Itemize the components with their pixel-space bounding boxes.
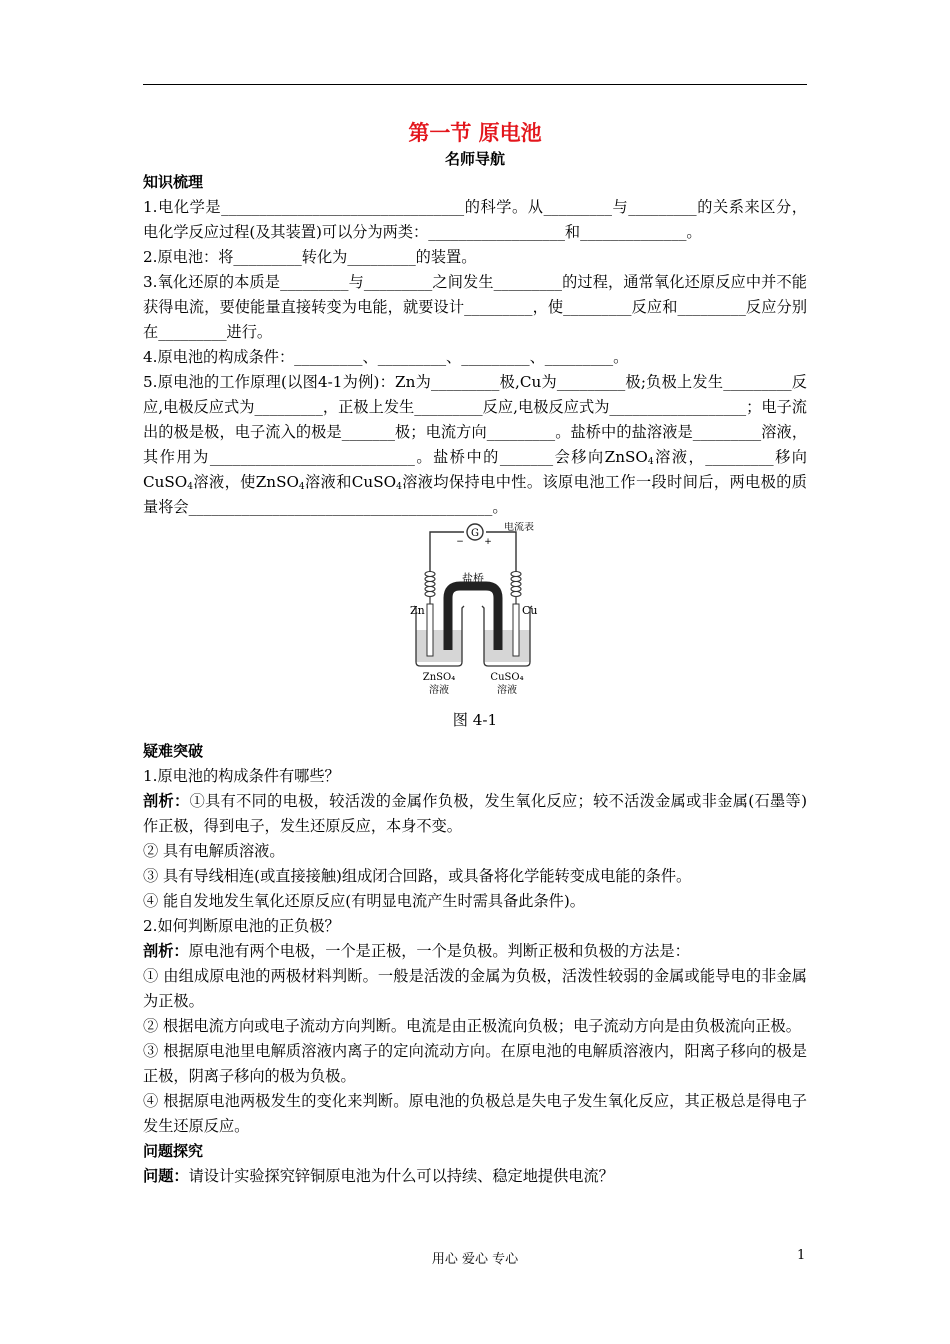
knowledge-item-3: 3.氧化还原的本质是_________与_________之间发生_________的过程，通常氧化还原反应中并不能获得电流，要使能量直接转变为电能，就要设计_________，使_________反应和_________反应分别在_________进行。: [143, 273, 807, 341]
page-number: 1: [797, 1248, 806, 1263]
analysis-2-point-4: ④ 根据原电池两极发生的变化来判断。原电池的负极总是失电子发生氧化反应，其正极总是得电子发生还原反应。: [143, 1092, 807, 1135]
analysis-2: [143, 939, 807, 964]
analysis-2-text: 原电池有两个电极，一个是正极，一个是负极。判断正极和负极的方法是：: [188, 942, 690, 960]
right-solution-label: CuSO₄: [490, 672, 524, 683]
footer-motto: 用心 爱心 专心: [431, 1252, 519, 1267]
galvanometer-letter: G: [471, 528, 479, 539]
right-solution-label-2: 溶液: [497, 685, 517, 696]
right-coil: [511, 572, 521, 597]
left-solution-label: ZnSO₄: [422, 672, 456, 683]
subscript: 4: [647, 457, 654, 467]
analysis-1-point-3: ③ 具有导线相连(或直接接触)组成闭合回路，或具备将化学能转变成电能的条件。: [143, 867, 692, 885]
subscript: 4: [187, 482, 193, 492]
inquiry-question-text: 请设计实验探究锌铜原电池为什么可以持续、稳定地提供电流？: [188, 1167, 614, 1185]
subscript: 4: [396, 482, 402, 492]
question-2: 2.如何判断原电池的正负极？: [143, 917, 340, 935]
item5-part-e: 溶液均保持电中性。该原电池工作一段时间后，两电极的质量将会________________________________________。: [143, 473, 807, 516]
knowledge-item-1: 1.电化学是________________________________的科学。从_________与_________的关系来区分，电化学反应过程(及其装置)可以分为两类：__________________和______________。: [143, 198, 807, 241]
analysis-2-point-2: ② 根据电流方向或电子流动方向判断。电流是由正极流向负极；电子流动方向是由负极流向正极。: [143, 1017, 801, 1035]
meter-minus: −: [456, 537, 464, 547]
subscript: 4: [298, 482, 305, 492]
galvanic-cell-figure: [143, 522, 807, 702]
knowledge-item-5: [143, 370, 807, 520]
analysis-1: [143, 789, 807, 839]
analysis-label: 剖析：: [143, 792, 190, 810]
knowledge-item-2: 2.原电池：将_________转化为_________的装置。: [143, 248, 477, 266]
galvanic-cell-diagram: [408, 522, 542, 700]
item5-part-c: 溶液，使ZnSO: [193, 473, 299, 491]
section-heading-difficulties: 疑难突破: [143, 742, 204, 760]
left-solution-label-2: 溶液: [429, 685, 449, 696]
left-coil: [425, 572, 435, 597]
meter-label: 电流表: [504, 522, 534, 533]
section-heading-knowledge: 知识梳理: [143, 173, 204, 191]
inquiry-question: [143, 1164, 807, 1189]
meter-plus: +: [484, 537, 492, 547]
salt-bridge-label: 盐桥: [462, 572, 484, 585]
zn-electrode: [427, 604, 433, 656]
analysis-1-point-2: ② 具有电解质溶液。: [143, 842, 285, 860]
item5-part-a: 5.原电池的工作原理(以图4-1为例)：Zn为_________极,Cu为_________极;负极上发生_________反应,电极反应式为_________，正极上发生_________反应,电极反应式为__________________；电子流出的极是极，电子流入的极是_______极；电流方向_________。盐桥中的盐溶液是_________溶液，其作用为___________________________。盐桥中的_______会移向ZnSO: [143, 373, 807, 466]
section-heading-inquiry: 问题探究: [143, 1142, 204, 1160]
analysis-2-point-3: ③ 根据原电池里电解质溶液内离子的定向流动方向。在原电池的电解质溶液内，阳离子移向的极是正极，阴离子移向的极为负极。: [143, 1042, 807, 1085]
page-content: [143, 118, 807, 1189]
cu-electrode: [513, 604, 519, 656]
knowledge-item-4: 4.原电池的构成条件：_________、_________、_________、_________。: [143, 348, 629, 366]
right-electrode-label: Cu: [522, 604, 538, 617]
analysis-label: 剖析：: [143, 942, 189, 960]
analysis-1-point-4: ④ 能自发地发生氧化还原反应(有明显电流产生时需具备此条件)。: [143, 892, 585, 910]
question-1: 1.原电池的构成条件有哪些？: [143, 767, 340, 785]
figure-caption: 图 4-1: [452, 711, 498, 729]
question-label: 问题：: [143, 1167, 189, 1185]
header-rule: [143, 84, 807, 85]
item5-part-d: 溶液和CuSO: [304, 473, 397, 491]
page-title: 第一节 原电池: [408, 121, 542, 145]
item5-part-b: 溶液，_________移向CuSO: [143, 448, 807, 491]
analysis-2-point-1: ① 由组成原电池的两极材料判断。一般是活泼的金属为负极，活泼性较弱的金属或能导电的非金属为正极。: [143, 967, 807, 1010]
analysis-1-text: ①具有不同的电极，较活泼的金属作负极，发生氧化反应；较不活泼金属或非金属(石墨等)作正极，得到电子，发生还原反应，本身不变。: [143, 792, 807, 835]
page-subtitle: 名师导航: [444, 150, 505, 168]
left-electrode-label: Zn: [410, 604, 425, 617]
